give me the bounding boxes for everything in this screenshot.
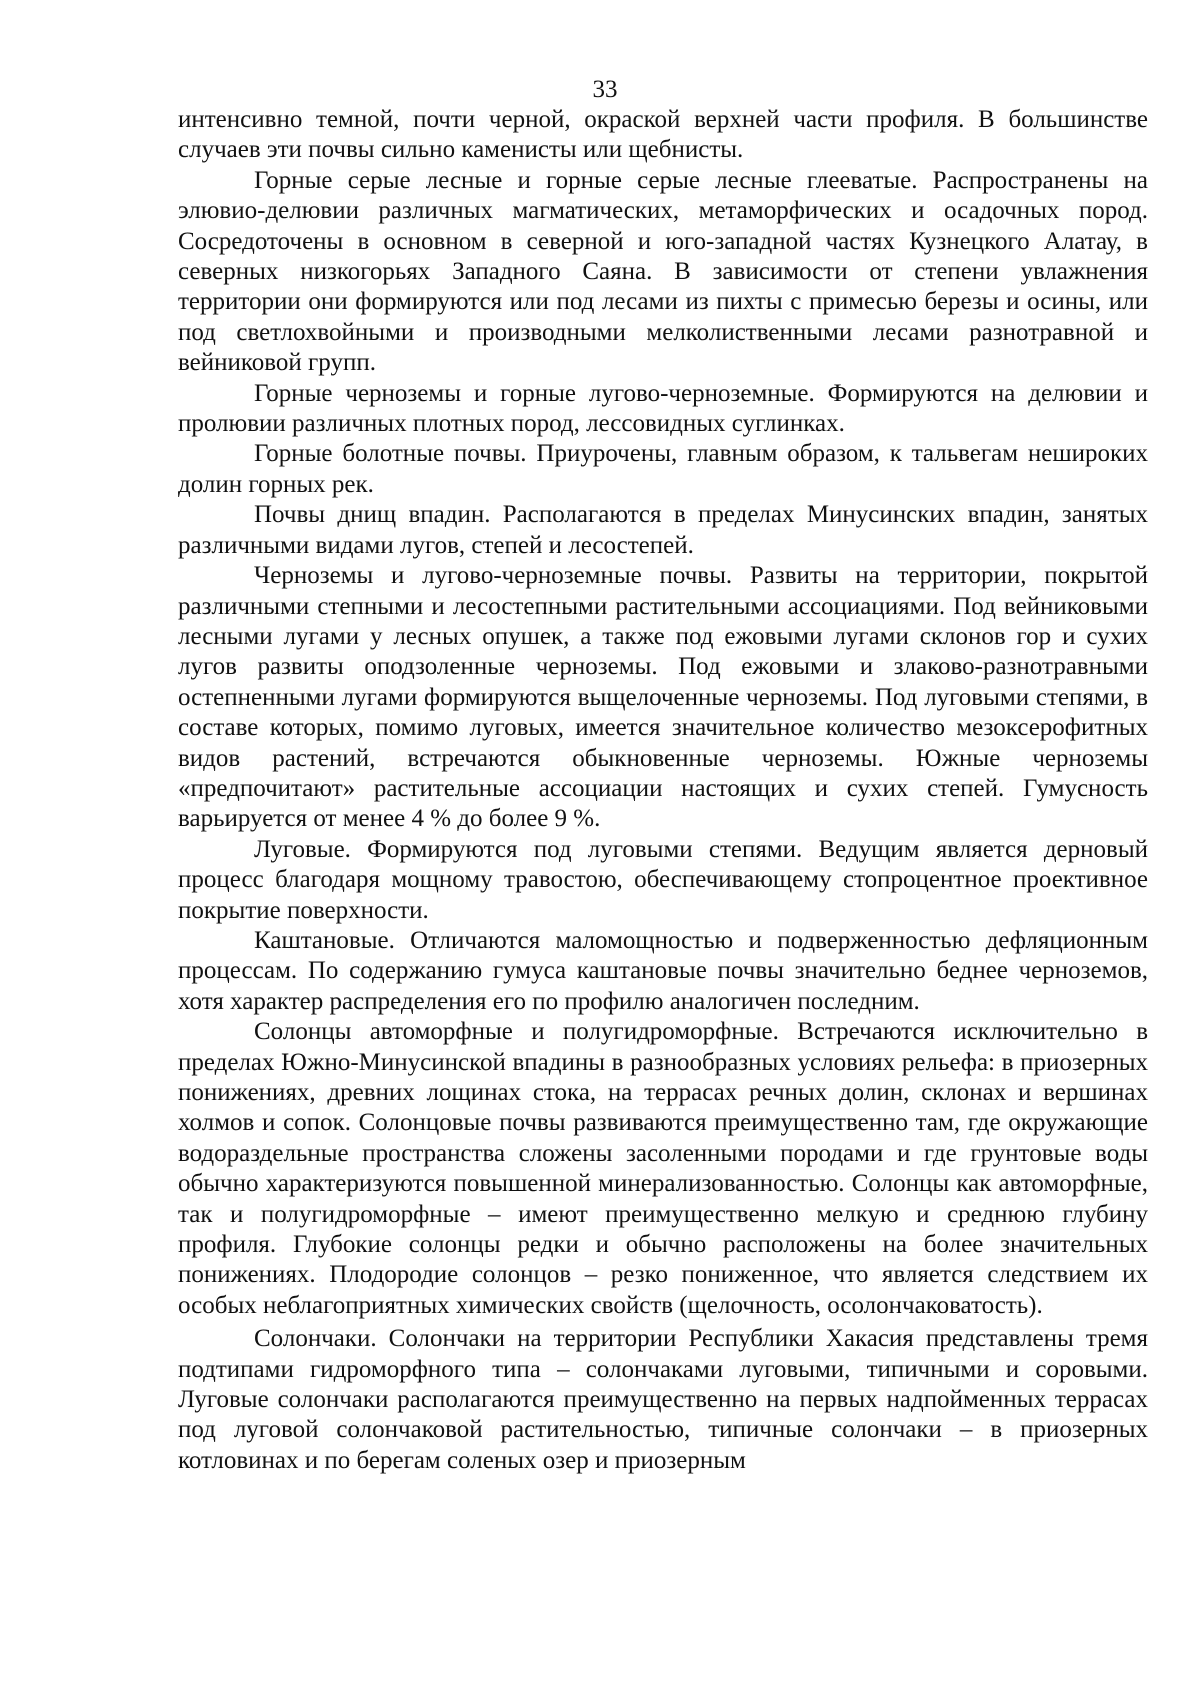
paragraph-solonetz: Солонцы автоморфные и полугидроморфные. Встречаются исключительно в пределах Южно-Минусинской впадины в разнообразных условиях рельефа: в приозерных понижениях, древних лощинах стока, на террасах речных долин, склонах и вершинах холмов и сопок. Солонцовые почвы развиваются преимущественно там, где окружающие водораздельные пространства сложены засоленными породами и где грунтовые воды обычно характеризуются повышенной минерализованностью. Солонцы как автоморфные, так и полугидроморфные – имеют преимущественно мелкую и среднюю глубину профиля. Глубокие солонцы редки и обычно расположены на более значительных понижениях. Плодородие солонцов – резко пониженное, что является следствием их особых неблагоприятных химических свойств (щелочность, осолончаковатость). — [178, 1018, 1148, 1319]
paragraph-continuation: интенсивно темной, почти черной, окраской верхней части профиля. В большинстве случаев эти почвы сильно каменисты или щебнисты. — [178, 106, 1148, 164]
paragraph-depression-soils: Почвы днищ впадин. Располагаются в пределах Минусинских впадин, занятых различными видами лугов, степей и лесостепей. — [178, 501, 1148, 559]
paragraph-meadow-soils: Луговые. Формируются под луговыми степями. Ведущим является дерновый процесс благодаря мощному травостою, обеспечивающему стопроцентное проективное покрытие поверхности. — [178, 835, 1148, 924]
page-number: 33 — [592, 76, 618, 103]
paragraph-gray-forest-soils: Горные серые лесные и горные серые лесные глееватые. Распространены на элювио-делювии различных магматических, метаморфических и осадочных пород. Сосредоточены в основном в северной и юго-западной частях Кузнецкого Алатау, в северных низкогорьях Западного Саяна. В зависимости от степени увлажнения территории они формируются или под лесами из пихты с примесью березы и осины, или под светлохвойными и производными мелколиственными лесами разнотравной и вейниковой групп. — [178, 166, 1148, 377]
paragraph-chernozems: Черноземы и лугово-черноземные почвы. Развиты на территории, покрытой различными степными и лесостепными растительными ассоциациями. Под вейниковыми лесными лугами у лесных опушек, а также под ежовыми лугами склонов гор и сухих лугов развиты оподзоленные черноземы. Под ежовыми и злаково-разнотравными остепненными лугами формируются выщелоченные черноземы. Под луговыми степями, в составе которых, помимо луговых, имеется значительное количество мезоксерофитных видов растений, встречаются обыкновенные черноземы. Южные черноземы «предпочитают» растительные ассоциации настоящих и сухих степей. Гумусность варьируется от менее 4 % до более 9 %. — [178, 562, 1148, 833]
document-body — [178, 105, 1148, 1476]
paragraph-mountain-chernozems: Горные черноземы и горные лугово-черноземные. Формируются на делювии и пролювии различных плотных пород, лессовидных суглинках. — [178, 379, 1148, 438]
paragraph-solonchaks: Солончаки. Солончаки на территории Республики Хакасия представлены тремя подтипами гидроморфного типа – солончаками луговыми, типичными и соровыми. Луговые солончаки располагаются преимущественно на первых надпойменных террасах под луговой солончаковой растительностью, типичные солончаки – в приозерных котловинах и по берегам соленых озер и приозерным — [178, 1325, 1148, 1474]
paragraph-mountain-bog-soils: Горные болотные почвы. Приурочены, главным образом, к тальвегам неширoких долин горных рек. — [178, 440, 1148, 498]
paragraph-chestnut-soils: Каштановые. Отличаются маломощностью и подверженностью дефляционным процессам. По содержанию гумуса каштановые почвы значительно беднее черноземов, хотя характер распределения его по профилю аналогичен последним. — [178, 926, 1148, 1015]
